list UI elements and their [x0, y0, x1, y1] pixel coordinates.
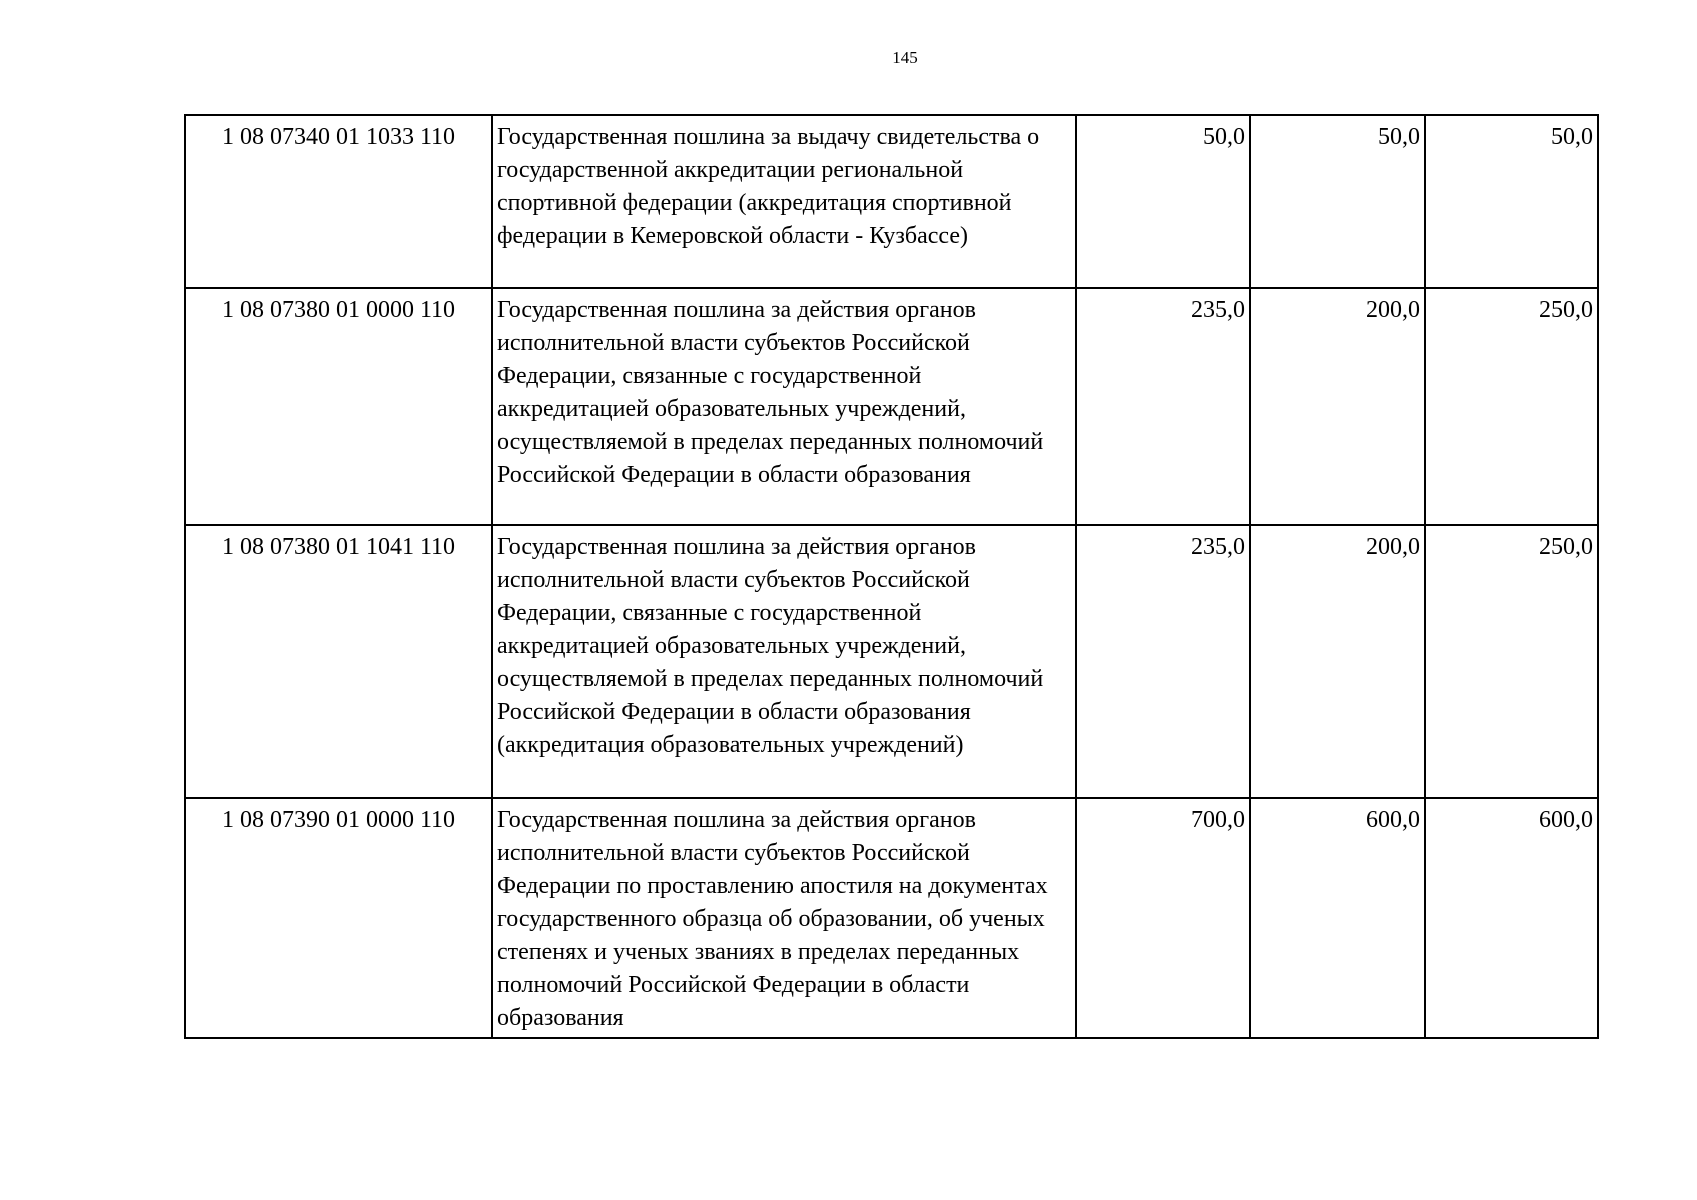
- amount-cell-1: 50,0: [1076, 115, 1250, 288]
- amount-cell-1: 235,0: [1076, 288, 1250, 525]
- amount-cell-3: 600,0: [1425, 798, 1598, 1038]
- amount-cell-2: 200,0: [1250, 288, 1425, 525]
- amount-cell-1: 700,0: [1076, 798, 1250, 1038]
- amount-cell-1: 235,0: [1076, 525, 1250, 798]
- table-row: [185, 115, 1598, 288]
- income-name-cell: Государственная пошлина за выдачу свидетельства о государственной аккредитации региональной спортивной федерации (аккредитация спортивной федерации в Кемеровской области - Кузбассе): [492, 115, 1076, 288]
- amount-cell-3: 50,0: [1425, 115, 1598, 288]
- budget-code-cell: 1 08 07340 01 1033 110: [185, 115, 492, 288]
- budget-code-cell: 1 08 07390 01 0000 110: [185, 798, 492, 1038]
- income-name-cell: Государственная пошлина за действия органов исполнительной власти субъектов Российской Федерации, связанные с государственной аккредитацией образовательных учреждений, осуществляемой в пределах переданных полномочий Российской Федерации в области образования: [492, 288, 1076, 525]
- budget-code-cell: 1 08 07380 01 0000 110: [185, 288, 492, 525]
- amount-cell-2: 600,0: [1250, 798, 1425, 1038]
- page-number: 145: [892, 48, 918, 67]
- amount-cell-2: 50,0: [1250, 115, 1425, 288]
- table-row: [185, 288, 1598, 525]
- budget-table: [184, 114, 1599, 1039]
- income-name-cell: Государственная пошлина за действия органов исполнительной власти субъектов Российской Федерации по проставлению апостиля на документах государственного образца об образовании, об ученых степенях и ученых званиях в пределах переданных полномочий Российской Федерации в области образования: [492, 798, 1076, 1038]
- income-name-cell: Государственная пошлина за действия органов исполнительной власти субъектов Российской Федерации, связанные с государственной аккредитацией образовательных учреждений, осуществляемой в пределах переданных полномочий Российской Федерации в области образования (аккредитация образовательных учреждений): [492, 525, 1076, 798]
- amount-cell-3: 250,0: [1425, 525, 1598, 798]
- table-row: [185, 798, 1598, 1038]
- budget-code-cell: 1 08 07380 01 1041 110: [185, 525, 492, 798]
- table-row: [185, 525, 1598, 798]
- amount-cell-3: 250,0: [1425, 288, 1598, 525]
- amount-cell-2: 200,0: [1250, 525, 1425, 798]
